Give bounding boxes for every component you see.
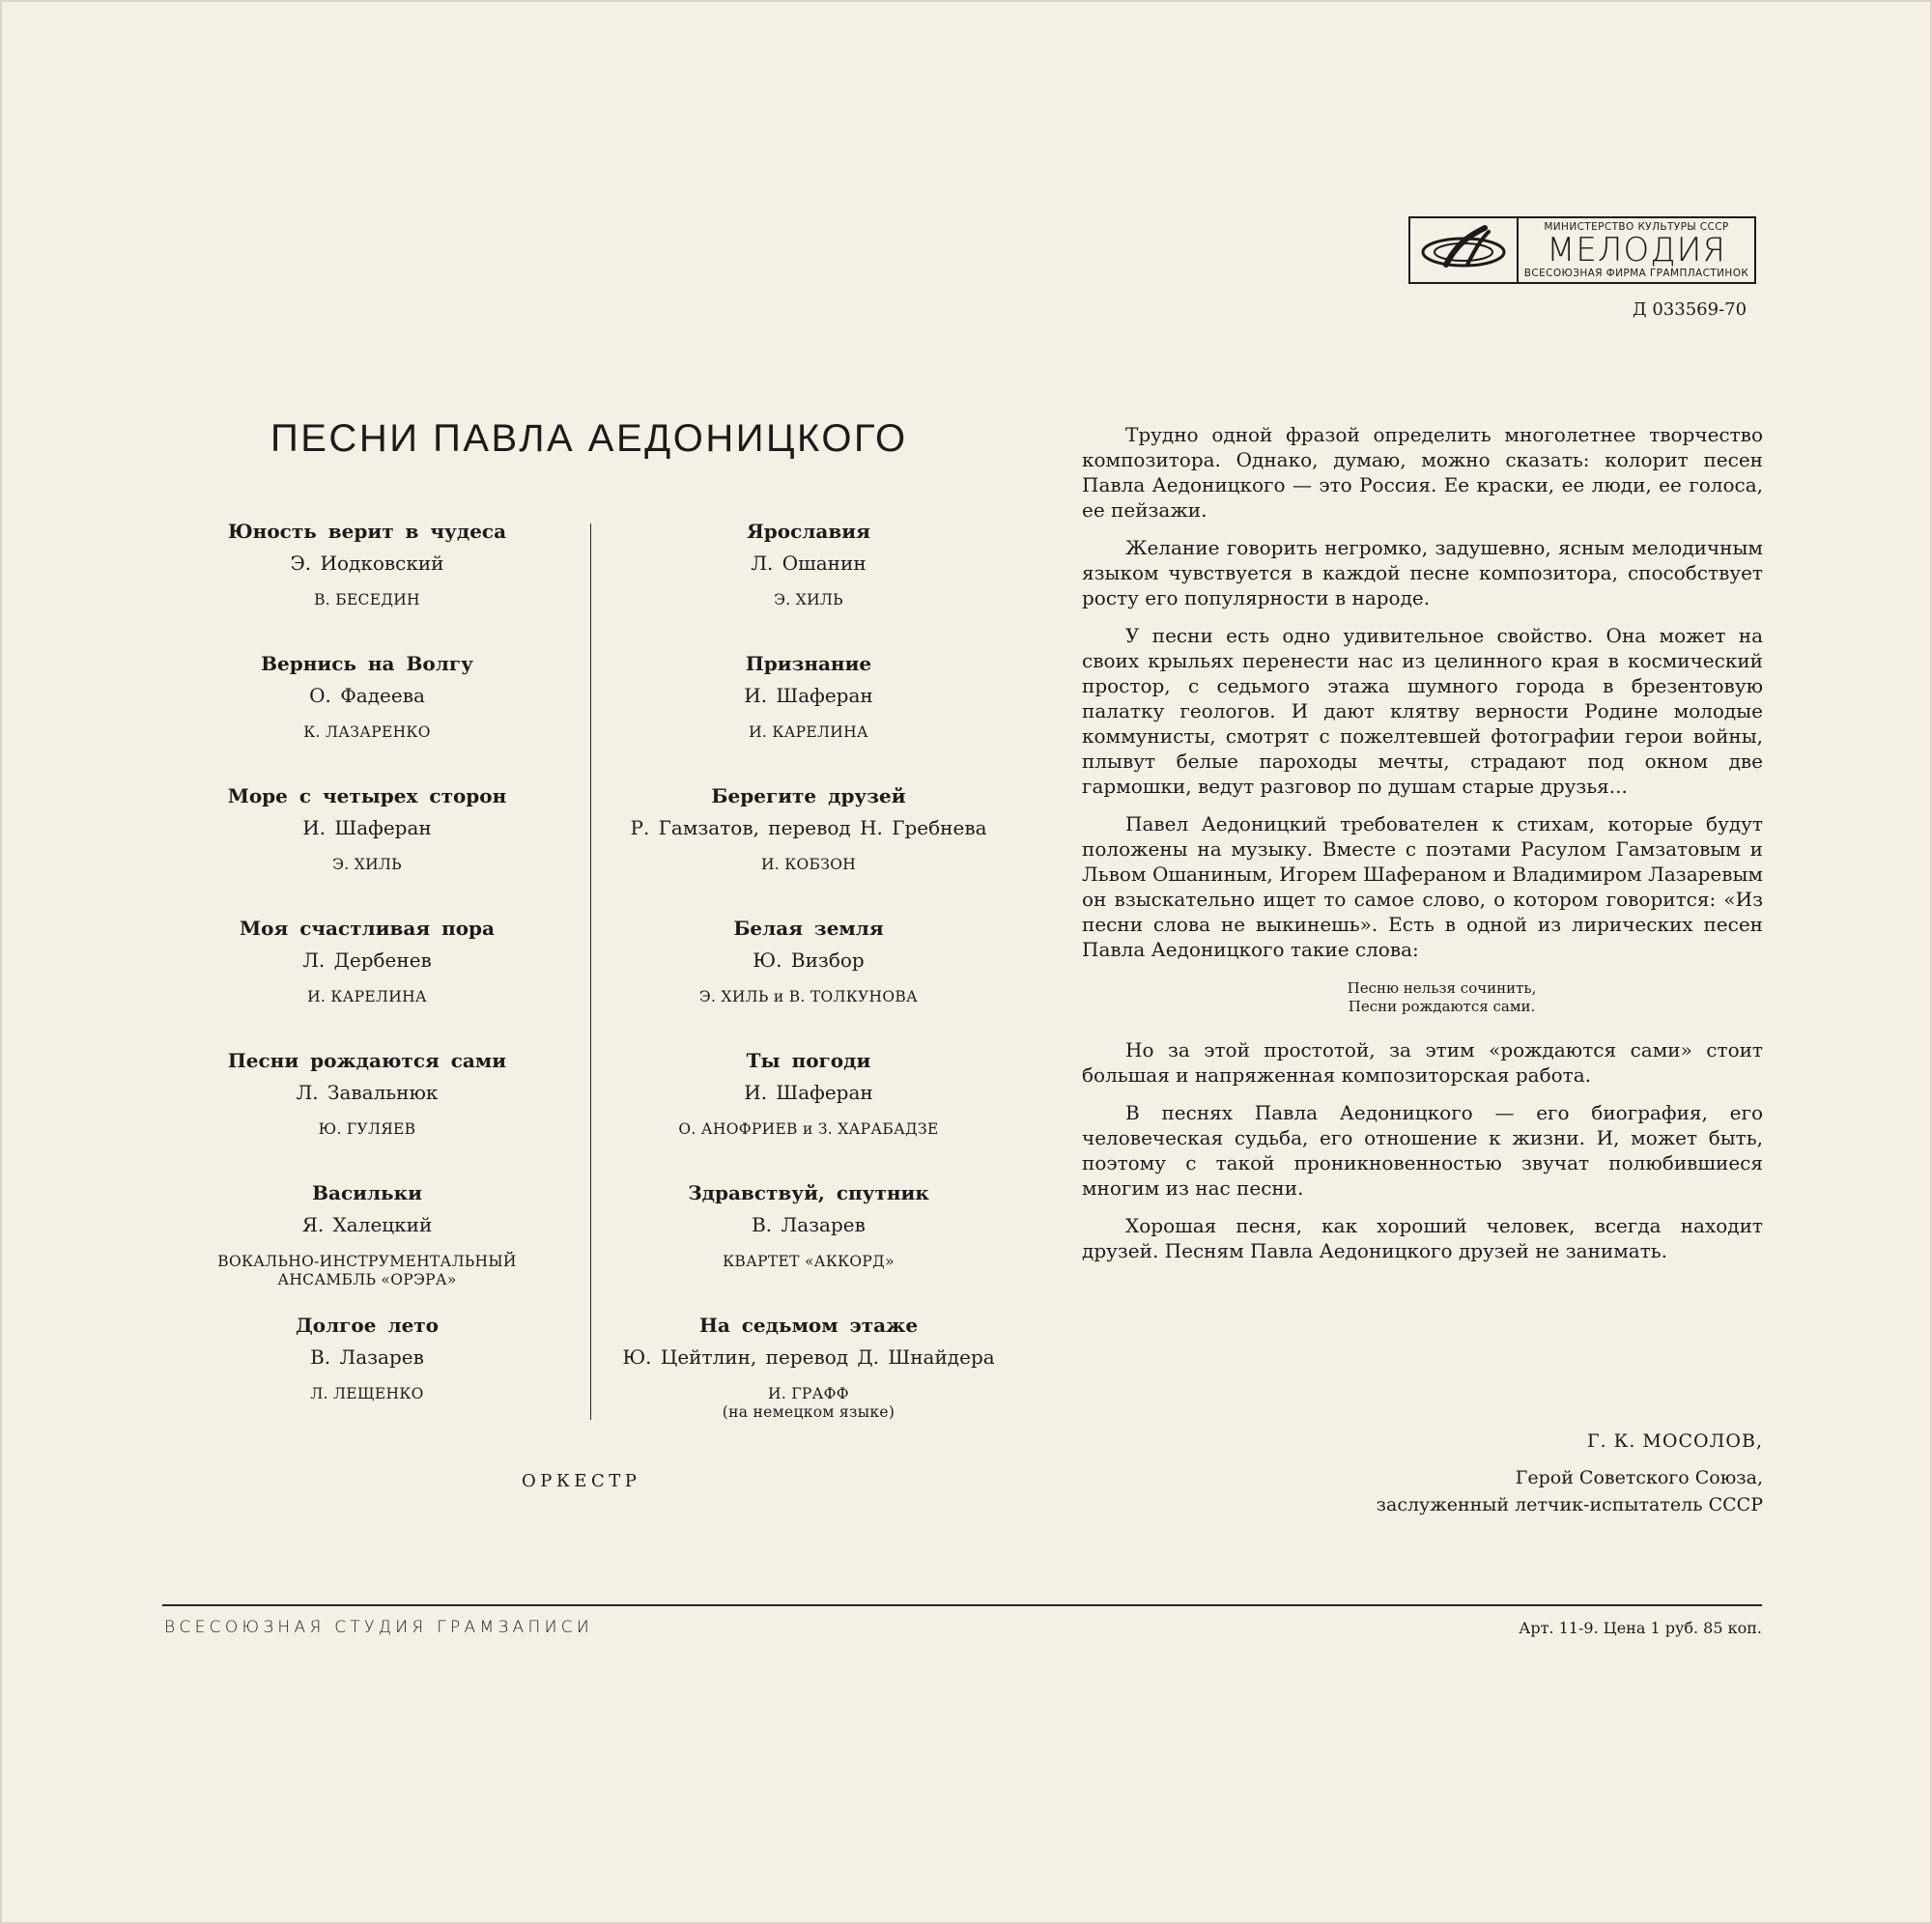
track-title: Песни рождаются сами [227,1049,507,1072]
orchestra-credit: ОРКЕСТР [522,1471,641,1491]
track-lyricist: Л. Ошанин [751,552,867,575]
track-title: Белая земля [733,917,884,940]
track-lyricist: Р. Гамзатов, перевод Н. Гребнева [630,816,987,839]
track-lyricist: Я. Халецкий [301,1213,433,1236]
track-lyricist: И. Шаферан [744,684,873,707]
track-lyricist: О. Фадеева [309,684,425,707]
track-performer: ВОКАЛЬНО-ИНСТРУМЕНТАЛЬНЫЙ АНСАМБЛЬ «ОРЭРА» [217,1253,517,1288]
track-title: Вернись на Волгу [261,652,473,675]
track-item [164,915,570,1047]
track-title: Долгое лето [295,1314,440,1337]
track-lyricist: Э. Иодковский [290,552,444,575]
logo-firm-text: ВСЕСОЮЗНАЯ ФИРМА ГРАМПЛАСТИНОК [1523,268,1749,279]
track-performer: И. КАРЕЛИНА [307,988,427,1005]
signature-title: заслуженный летчик-испытатель СССР [1376,1494,1763,1515]
essay-paragraph: Желание говорить негромко, задушевно, ясным мелодичным языком чувствуется в каждой песне композитора, способствует росту его популярности в народе. [1082,536,1763,609]
track-lyricist: В. Лазарев [310,1345,424,1369]
essay-signature [1256,1428,1763,1518]
track-item [606,518,1011,650]
track-item [164,1047,570,1179]
track-title: Ярославия [747,520,870,543]
track-lyricist: Ю. Визбор [753,948,865,972]
track-title: На седьмом этаже [698,1314,919,1337]
signature-title: Герой Советского Союза, [1515,1467,1763,1488]
track-list-right [606,518,1011,1444]
melodiya-emblem-icon [1410,218,1519,282]
track-lyricist: И. Шаферан [302,816,432,839]
track-item [164,518,570,650]
track-title: Юность верит в чудеса [227,520,507,543]
catalog-number: Д 033569-70 [1633,299,1747,320]
track-title: Признание [745,652,872,675]
track-item [606,1312,1011,1444]
track-performer: Ю. ГУЛЯЕВ [318,1120,416,1138]
poem-line: Песни рождаются сами. [1348,998,1536,1015]
track-item [606,1179,1011,1312]
essay-paragraph: Павел Аедоницкий требователен к стихам, которые будут положены на музыку. Вместе с поэтами Расулом Гамзатовым и Львом Ошаниным, Игорем Шафераном и Владимиром Лазаревым он взыскательно ищет то самое слово, о котором говорится: «Из песни слова не выкинешь». Есть в одной из лирических песен Павла Аедоницкого такие слова: [1082,812,1763,961]
track-lyricist: Л. Завальнюк [296,1081,439,1104]
track-performer: Л. ЛЕЩЕНКО [310,1385,424,1402]
track-performer: К. ЛАЗАРЕНКО [303,723,431,741]
essay-paragraph: Трудно одной фразой определить многолетнее творчество композитора. Однако, думаю, можно сказать: колорит песен Павла Аедоницкого — это Россия. Ее краски, ее люди, ее голоса, ее пейзажи. [1082,423,1763,522]
track-item [164,1312,570,1444]
track-item [606,650,1011,782]
logo-brand-text: МЕЛОДИЯ [1547,231,1726,269]
track-title: Море с четырех сторон [227,784,507,807]
footer-price: Арт. 11-9. Цена 1 руб. 85 коп. [1519,1619,1762,1637]
footer-studio: ВСЕСОЮЗНАЯ СТУДИЯ ГРАМЗАПИСИ [164,1618,594,1637]
essay-paragraph: В песнях Павла Аедоницкого — его биография, его человеческая судьба, его отношение к жизни. И, может быть, поэтому с такой проникновенностью звучат полюбившиеся многим из нас песни. [1082,1101,1763,1200]
track-performer: КВАРТЕТ «АККОРД» [723,1253,895,1270]
essay-paragraph: Но за этой простотой, за этим «рождаются сами» стоит большая и напряженная композиторская работа. [1082,1038,1763,1087]
melodiya-logo [1408,216,1756,284]
track-title: Берегите друзей [711,784,906,807]
track-title: Здравствуй, спутник [688,1181,929,1204]
track-lyricist: В. Лазарев [752,1213,866,1236]
poem-quote [1082,979,1763,1016]
track-item [164,1179,570,1312]
footer-divider [162,1604,1762,1606]
track-lyricist: Л. Дербенев [302,948,432,972]
track-list-left [164,518,570,1444]
essay-paragraph: У песни есть одно удивительное свойство. Она может на своих крыльях перенести нас из целинного края в космический простор, с седьмого этажа шумного города в брезентовую палатку геологов. И дают клятву верности Родине молодые коммунисты, смотрят с пожелтевшей фотографии герои войны, плывут белые пароходы мечты, страдают под окном две гармошки, ведут разговор по душам старые друзья... [1082,624,1763,798]
track-item [164,782,570,915]
signature-name: Г. К. МОСОЛОВ, [1586,1430,1763,1452]
track-performer: И. КОБЗОН [760,856,857,873]
track-performer: И. ГРАФФ (на немецком языке) [722,1385,895,1421]
column-divider [590,523,591,1420]
track-lyricist: И. Шаферан [744,1081,873,1104]
track-item [606,915,1011,1047]
track-title: Ты погоди [746,1049,871,1072]
track-item [606,1047,1011,1179]
liner-notes-essay [1082,422,1763,1276]
track-performer: И. КАРЕЛИНА [749,723,868,741]
track-performer: В. БЕСЕДИН [314,591,420,608]
track-performer: О. АНОФРИЕВ и З. ХАРАБАДЗЕ [678,1120,939,1138]
track-performer: Э. ХИЛЬ [774,591,843,608]
poem-line: Песню нельзя сочинить, [1347,979,1537,997]
track-title: Моя счастливая пора [239,917,495,940]
track-performer: Э. ХИЛЬ [332,856,402,873]
track-item [606,782,1011,915]
track-lyricist: Ю. Цейтлин, перевод Д. Шнайдера [622,1345,995,1369]
album-title: ПЕСНИ ПАВЛА АЕДОНИЦКОГО [270,417,908,460]
logo-ministry-text: МИНИСТЕРСТВО КУЛЬТУРЫ СССР [1544,221,1729,233]
track-item [164,650,570,782]
track-title: Васильки [312,1181,422,1204]
essay-paragraph: Хорошая песня, как хороший человек, всегда находит друзей. Песням Павла Аедоницкого друзей не занимать. [1082,1214,1763,1262]
track-performer: Э. ХИЛЬ и В. ТОЛКУНОВА [698,988,919,1005]
